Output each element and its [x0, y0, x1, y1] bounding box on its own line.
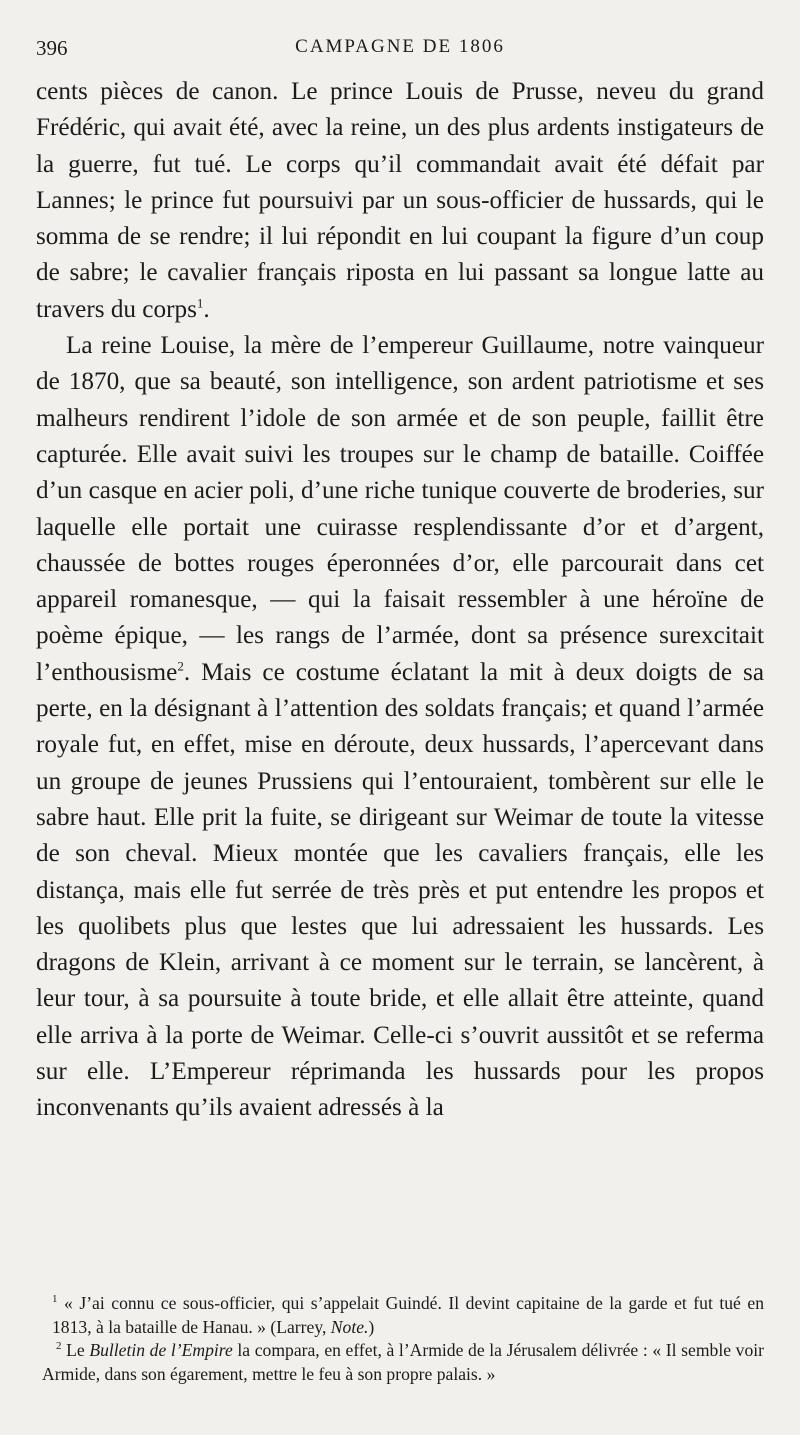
note-ref-2: 2	[177, 658, 184, 674]
paragraph-1-text: cents pièces de canon. Le prince Louis de Prusse, neveu du grand Frédéric, qui avait été, avec la reine, un des plus ardents instigateurs de la guerre, fut tué. Le corps qu’il commandait avait été défait par Lannes; le prince fut poursuivi par un sous-officier de hussards, qui le somma de se rendre; il lui répondit en lui coupant la figure d’un coup de sabre; le cavalier français riposta en lui passant sa longue latte au travers du corps	[36, 78, 764, 323]
note-ref-1: 1	[196, 295, 204, 311]
footnote-1-end: )	[368, 1316, 375, 1337]
footnote-2-start: Le	[66, 1340, 90, 1360]
footnote-2-text: la compara, en effet, à l’Armide de la Jérusalem délivrée : « Il semble voir Armide, dans son égarement, mettre le feu à son propre palais. »	[42, 1340, 764, 1384]
footnote-1	[52, 1292, 764, 1339]
running-title: CAMPAGNE DE 1806	[295, 36, 505, 57]
footnote-2-mark: 2	[56, 1340, 62, 1353]
body-text	[36, 74, 764, 1127]
footnote-2	[42, 1339, 764, 1386]
running-head	[36, 30, 764, 70]
footnote-2-title: Bulletin de l’Empire	[89, 1340, 233, 1360]
footnote-1-source: Note.	[330, 1316, 369, 1337]
paragraph-2-text-b: . Mais ce costume éclatant la mit à deux doigts de sa perte, en la désignant à l’attention des soldats français; et quand l’armée royale fut, en effet, mise en déroute, deux hussards, l’apercevant dans un groupe de jeunes Prussiens qui l’entouraient, tombèrent sur elle le sabre haut. Elle prit la fuite, se dirigeant sur Weimar de toute la vitesse de son cheval. Mieux montée que les cavaliers français, elle les distança, mais elle fut serrée de très près et put entendre les propos et les quolibets plus que lestes que lui adressaient les hussards. Les dragons de Klein, arrivant à ce moment sur le terrain, se lancèrent, à leur tour, à sa poursuite à toute bride, et elle allait être atteinte, quand elle arriva à la porte de Weimar. Celle-ci s’ouvrit aussitôt et se referma sur elle. L’Empereur réprimanda les hussards pour les propos inconvenants qu’ils avaient adressés à la	[36, 658, 764, 1122]
footnote-1-text: « J’ai connu ce sous-officier, qui s’appelait Guindé. Il devint capitaine de la garde et fut tué en 1813, à la bataille de Hanau. » (Larrey,	[52, 1293, 764, 1337]
paragraph-1: cents pièces de canon. Le prince Louis de Prusse, neveu du grand Frédéric, qui avait été, avec la reine, un des plus ardents instigateurs de la guerre, fut tué. Le corps qu’il commandait avait été défait par Lannes; le prince fut poursuivi par un sous-officier de hussards, qui le somma de se rendre; il lui répondit en lui coupant la figure d’un coup de sabre; le cavalier français riposta en lui passant sa longue latte au travers du corps$^1$.	[36, 78, 764, 323]
page-number: 396	[36, 36, 68, 60]
paragraph-2	[36, 328, 764, 1127]
footnotes	[42, 1292, 764, 1386]
paragraph-2-text-a: La reine Louise, la mère de l’empereur Guillaume, notre vainqueur de 1870, que sa beauté, son intelligence, son ardent patriotisme et ses malheurs rendirent l’idole de son armée et de son peuple, faillit être capturée. Elle avait suivi les troupes sur le champ de bataille. Coiffée d’un casque en acier poli, d’une riche tunique couverte de broderies, sur laquelle elle portait une cuirasse resplendissante d’or et d’argent, chaussée de bottes rouges éperonnées d’or, elle parcourait dans cet appareil romanesque, — qui la faisait ressembler à une héroïne de poème épique, — les rangs de l’armée, dont sa présence surexcitait l’enthousisme	[36, 332, 764, 686]
footnote-1-mark: 1	[52, 1293, 58, 1306]
